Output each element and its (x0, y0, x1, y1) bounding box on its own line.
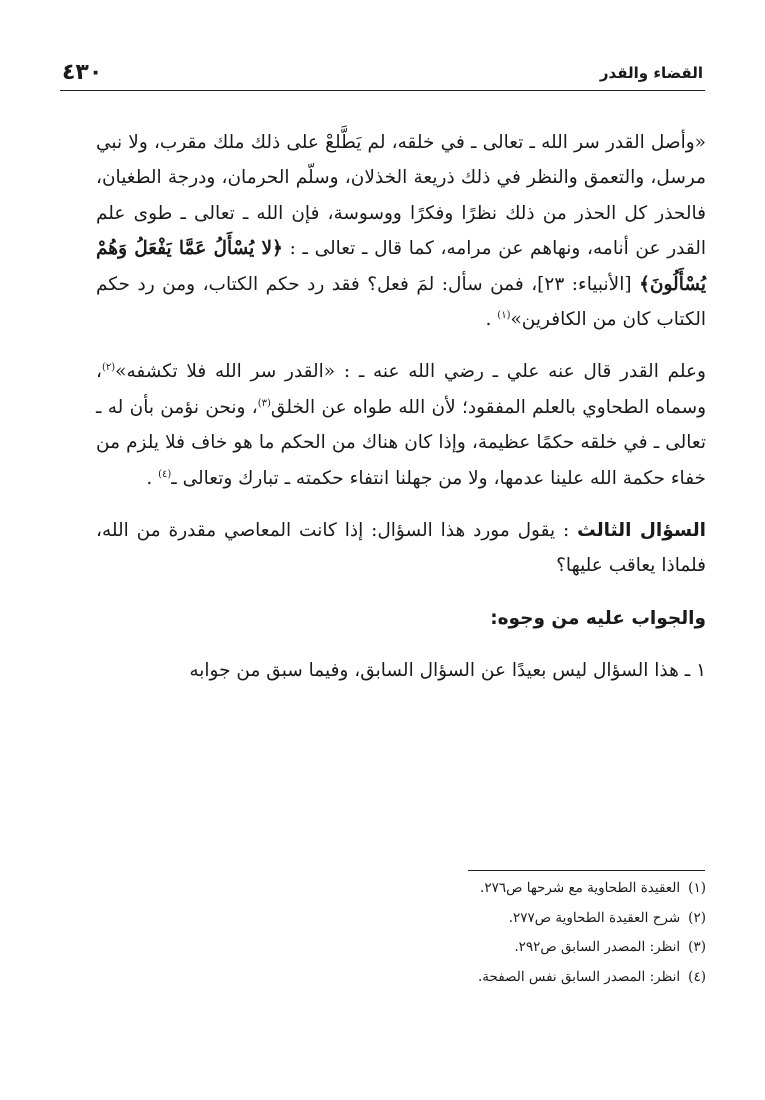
paragraph-qadar (96, 354, 706, 496)
footnote-item (96, 933, 706, 963)
footnote-item (96, 963, 706, 993)
qadar-text-b: ، وسماه الطحاوي بالعلم المفقود؛ لأن الله طواه عن الخلق (96, 361, 707, 418)
running-title: القضاء والقدر (599, 64, 703, 82)
footnote-number: (١) (688, 880, 706, 896)
footnote-number: (٤) (688, 968, 706, 985)
footnote-text: انظر: المصدر السابق نفس الصفحة. (477, 968, 681, 985)
footnote-number: (٢) (688, 909, 706, 926)
page-body (96, 125, 706, 689)
footnote-ref[interactable]: (٣) (257, 397, 271, 409)
qadar-tail: . (146, 467, 153, 489)
question-title: السؤال الثالث (577, 520, 706, 542)
footnote-text: العقيدة الطحاوية مع شرحها ص٢٧٦. (480, 880, 681, 896)
question-text: : يقول مورد هذا السؤال: إذا كانت المعاصي مقدرة من الله، فلماذا يعاقب عليها؟ (96, 520, 706, 577)
footnote-item (96, 874, 706, 904)
footnote-divider (468, 870, 705, 871)
page-header (60, 58, 705, 91)
page-number: ٤٣٠ (62, 60, 103, 85)
qadar-text-a: وعلم القدر قال عنه علي ـ رضي الله عنه ـ : «القدر سر الله فلا تكشفه» (115, 361, 706, 383)
footnote-text: شرح العقيدة الطحاوية ص٢٧٧. (508, 909, 681, 926)
quran-verse: ﴿لا يُسْأَلُ عَمَّا يَفْعَلُ وَهُمْ يُسْأَلُونَ﴾ (96, 238, 706, 295)
quote-tail: . (485, 309, 492, 331)
footnote-text: انظر: المصدر السابق ص٢٩٢. (514, 939, 681, 955)
quote-text: «وأصل القدر سر الله ـ تعالى ـ في خلقه، لم يَطَّلعْ على ذلك ملك مقرب، ولا نبي مرسل، والتعمق والنظر في ذلك ذريعة الخذلان، وسلّم الحرمان، ودرجة الطغيان، فالحذر كل الحذر من ذلك نظرًا وفكرًا ووسوسة، فإن الله ـ تعالى ـ طوى علم القدر عن أنامه، ونهاهم عن مرامه، كما قال ـ تعالى ـ : (96, 132, 706, 260)
footnote-ref[interactable]: (٤) (158, 468, 172, 480)
footnotes (96, 874, 706, 992)
paragraph-third-question (96, 513, 706, 584)
footnote-number: (٣) (688, 939, 706, 955)
qadar-text-c: ، ونحن نؤمن بأن له ـ تعالى ـ في خلقه حكمًا عظيمة، وإذا كان هناك من الحكم ما هو خاف فلا يلزم من خفاء حكمة الله علينا عدمها، ولا من جهلنا انتفاء حكمته ـ تبارك وتعالى ـ (96, 396, 706, 489)
footnote-ref[interactable]: (٢) (101, 362, 116, 374)
paragraph-answer-1: ١ ـ هذا السؤال ليس بعيدًا عن السؤال السابق، وفيما سبق من جوابه (189, 660, 706, 682)
quote-text-end: [الأنبياء: ٢٣]، فمن سأل: لمَ فعل؟ فقد رد حكم الكتاب، ومن رد حكم الكتاب كان من الكافرين» (96, 273, 706, 331)
paragraph-quote (96, 125, 706, 337)
answer-heading: والجواب عليه من وجوه: (490, 607, 706, 629)
footnote-item (96, 904, 706, 934)
footnote-ref[interactable]: (١) (497, 309, 511, 321)
